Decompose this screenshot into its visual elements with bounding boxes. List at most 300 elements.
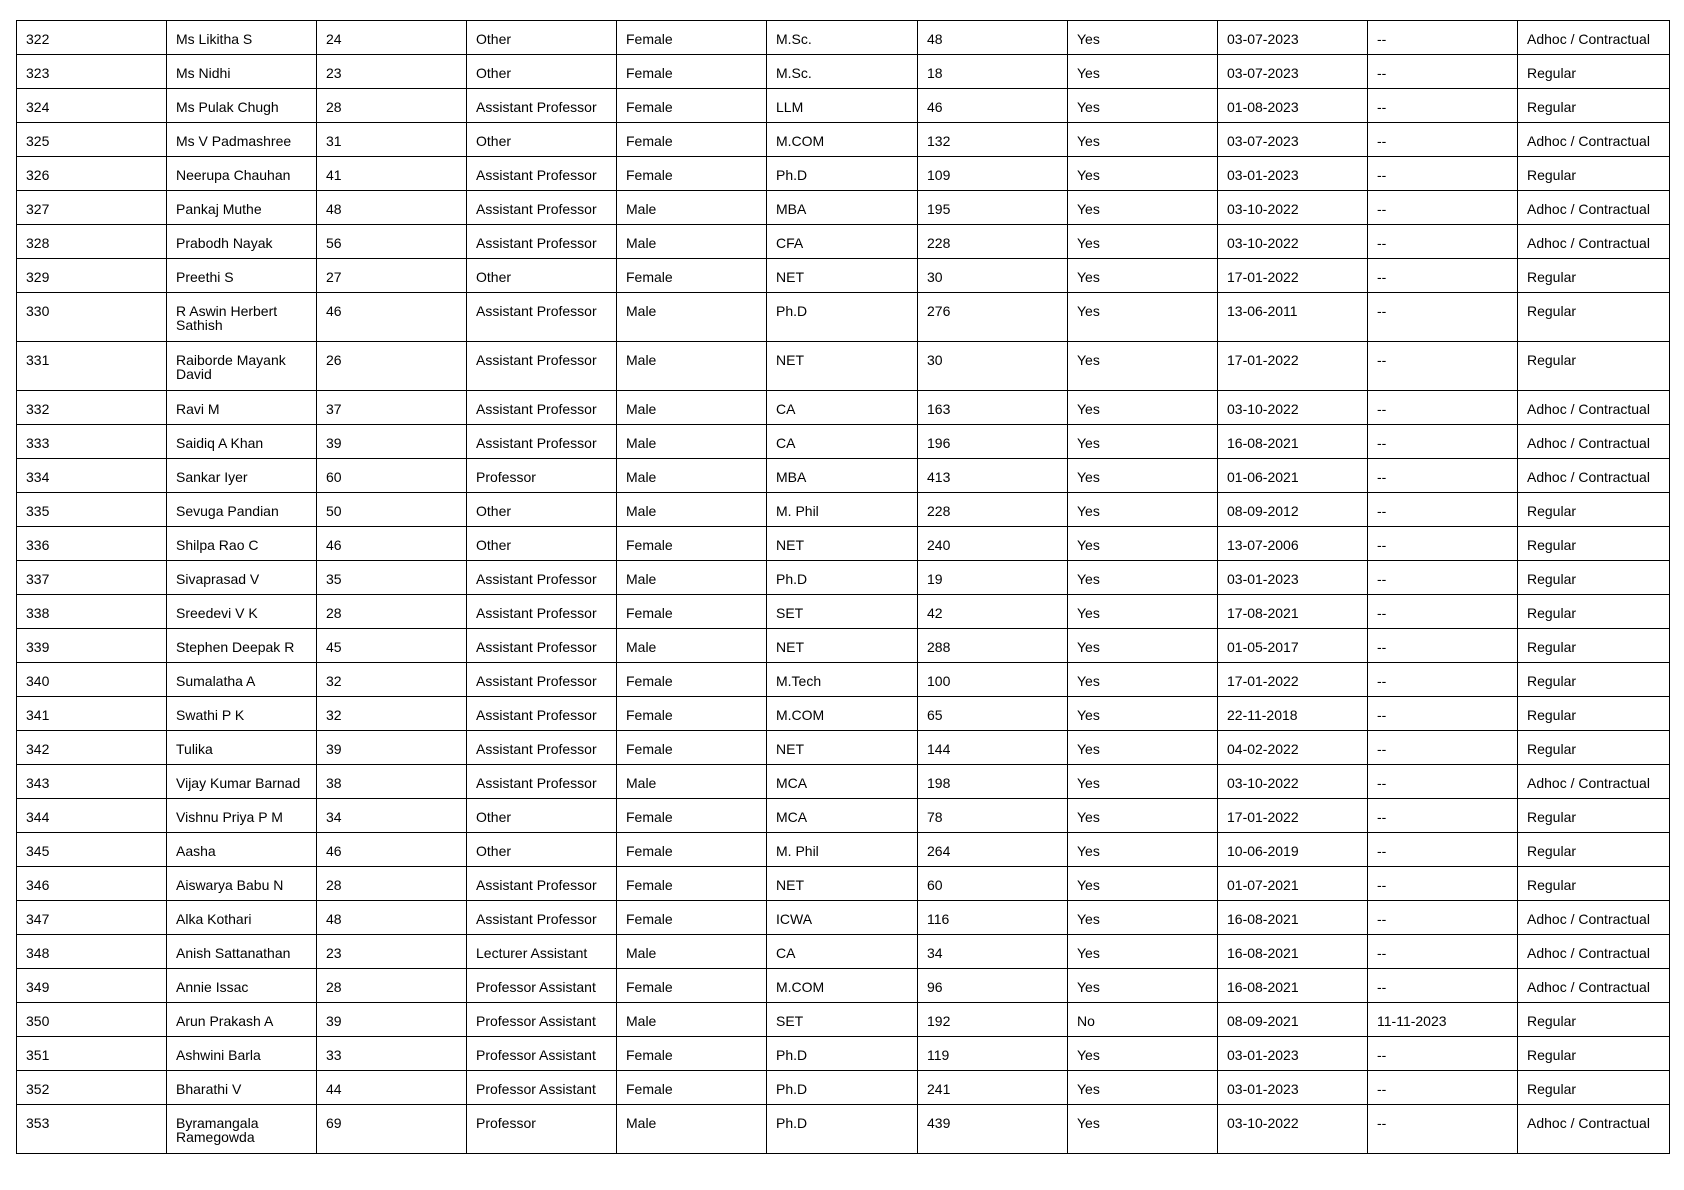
table-row: [17, 867, 1670, 901]
name-cell: Alka Kothari: [167, 901, 317, 935]
serial-number-cell: 331: [17, 342, 167, 391]
serial-number-cell: 338: [17, 595, 167, 629]
qualification-cell: NET: [767, 259, 918, 293]
age-cell: 46: [317, 293, 467, 342]
gender-cell: Male: [617, 629, 767, 663]
name-cell: Anish Sattanathan: [167, 935, 317, 969]
name-cell: Sumalatha A: [167, 663, 317, 697]
table-row: [17, 1003, 1670, 1037]
age-cell: 44: [317, 1071, 467, 1105]
name-cell: Pankaj Muthe: [167, 191, 317, 225]
qualification-cell: M.COM: [767, 123, 918, 157]
designation-cell: Assistant Professor: [467, 157, 617, 191]
serial-number-cell: 337: [17, 561, 167, 595]
experience-cell: 65: [918, 697, 1068, 731]
table-row: [17, 342, 1670, 391]
joining-date-cell: 03-07-2023: [1218, 123, 1368, 157]
leaving-date-cell: --: [1368, 935, 1518, 969]
name-cell: Ms V Padmashree: [167, 123, 317, 157]
experience-cell: 34: [918, 935, 1068, 969]
currently-working-cell: Yes: [1068, 527, 1218, 561]
qualification-cell: Ph.D: [767, 293, 918, 342]
age-cell: 32: [317, 697, 467, 731]
experience-cell: 60: [918, 867, 1068, 901]
age-cell: 28: [317, 969, 467, 1003]
appointment-type-cell: Adhoc / Contractual: [1518, 969, 1670, 1003]
joining-date-cell: 03-10-2022: [1218, 765, 1368, 799]
table-row: [17, 191, 1670, 225]
table-row: [17, 1105, 1670, 1154]
joining-date-cell: 01-08-2023: [1218, 89, 1368, 123]
qualification-cell: NET: [767, 527, 918, 561]
age-cell: 50: [317, 493, 467, 527]
currently-working-cell: No: [1068, 1003, 1218, 1037]
age-cell: 33: [317, 1037, 467, 1071]
appointment-type-cell: Regular: [1518, 1003, 1670, 1037]
leaving-date-cell: --: [1368, 55, 1518, 89]
gender-cell: Female: [617, 123, 767, 157]
serial-number-cell: 343: [17, 765, 167, 799]
serial-number-cell: 326: [17, 157, 167, 191]
appointment-type-cell: Regular: [1518, 629, 1670, 663]
name-cell: Ms Likitha S: [167, 21, 317, 55]
leaving-date-cell: --: [1368, 799, 1518, 833]
joining-date-cell: 01-06-2021: [1218, 459, 1368, 493]
gender-cell: Male: [617, 293, 767, 342]
designation-cell: Assistant Professor: [467, 867, 617, 901]
name-cell: Sankar Iyer: [167, 459, 317, 493]
experience-cell: 30: [918, 259, 1068, 293]
serial-number-cell: 334: [17, 459, 167, 493]
table-row: [17, 123, 1670, 157]
gender-cell: Male: [617, 459, 767, 493]
currently-working-cell: Yes: [1068, 55, 1218, 89]
joining-date-cell: 13-07-2006: [1218, 527, 1368, 561]
qualification-cell: M.Tech: [767, 663, 918, 697]
qualification-cell: Ph.D: [767, 157, 918, 191]
serial-number-cell: 340: [17, 663, 167, 697]
serial-number-cell: 349: [17, 969, 167, 1003]
name-cell: R Aswin Herbert Sathish: [167, 293, 317, 342]
serial-number-cell: 325: [17, 123, 167, 157]
table-row: [17, 731, 1670, 765]
designation-cell: Assistant Professor: [467, 731, 617, 765]
serial-number-cell: 330: [17, 293, 167, 342]
age-cell: 23: [317, 935, 467, 969]
leaving-date-cell: --: [1368, 867, 1518, 901]
currently-working-cell: Yes: [1068, 1071, 1218, 1105]
currently-working-cell: Yes: [1068, 1105, 1218, 1154]
joining-date-cell: 16-08-2021: [1218, 901, 1368, 935]
name-cell: Sivaprasad V: [167, 561, 317, 595]
leaving-date-cell: --: [1368, 21, 1518, 55]
table-body: [17, 21, 1670, 1154]
age-cell: 32: [317, 663, 467, 697]
experience-cell: 192: [918, 1003, 1068, 1037]
name-cell: Vishnu Priya P M: [167, 799, 317, 833]
currently-working-cell: Yes: [1068, 259, 1218, 293]
serial-number-cell: 344: [17, 799, 167, 833]
experience-cell: 240: [918, 527, 1068, 561]
age-cell: 35: [317, 561, 467, 595]
appointment-type-cell: Regular: [1518, 259, 1670, 293]
designation-cell: Assistant Professor: [467, 561, 617, 595]
table-row: [17, 935, 1670, 969]
leaving-date-cell: --: [1368, 731, 1518, 765]
appointment-type-cell: Regular: [1518, 731, 1670, 765]
table-row: [17, 799, 1670, 833]
joining-date-cell: 03-07-2023: [1218, 21, 1368, 55]
designation-cell: Assistant Professor: [467, 342, 617, 391]
table-row: [17, 21, 1670, 55]
joining-date-cell: 10-06-2019: [1218, 833, 1368, 867]
age-cell: 69: [317, 1105, 467, 1154]
joining-date-cell: 03-01-2023: [1218, 1071, 1368, 1105]
qualification-cell: NET: [767, 867, 918, 901]
experience-cell: 109: [918, 157, 1068, 191]
qualification-cell: M. Phil: [767, 493, 918, 527]
experience-cell: 48: [918, 21, 1068, 55]
serial-number-cell: 352: [17, 1071, 167, 1105]
serial-number-cell: 322: [17, 21, 167, 55]
gender-cell: Female: [617, 867, 767, 901]
currently-working-cell: Yes: [1068, 493, 1218, 527]
table-row: [17, 663, 1670, 697]
serial-number-cell: 353: [17, 1105, 167, 1154]
name-cell: Sreedevi V K: [167, 595, 317, 629]
leaving-date-cell: --: [1368, 459, 1518, 493]
currently-working-cell: Yes: [1068, 629, 1218, 663]
serial-number-cell: 332: [17, 391, 167, 425]
joining-date-cell: 08-09-2021: [1218, 1003, 1368, 1037]
qualification-cell: MCA: [767, 799, 918, 833]
age-cell: 37: [317, 391, 467, 425]
age-cell: 41: [317, 157, 467, 191]
currently-working-cell: Yes: [1068, 1037, 1218, 1071]
designation-cell: Assistant Professor: [467, 663, 617, 697]
appointment-type-cell: Regular: [1518, 342, 1670, 391]
currently-working-cell: Yes: [1068, 799, 1218, 833]
experience-cell: 30: [918, 342, 1068, 391]
experience-cell: 119: [918, 1037, 1068, 1071]
currently-working-cell: Yes: [1068, 21, 1218, 55]
serial-number-cell: 350: [17, 1003, 167, 1037]
gender-cell: Male: [617, 425, 767, 459]
experience-cell: 163: [918, 391, 1068, 425]
currently-working-cell: Yes: [1068, 765, 1218, 799]
qualification-cell: NET: [767, 342, 918, 391]
table-row: [17, 969, 1670, 1003]
gender-cell: Male: [617, 1105, 767, 1154]
appointment-type-cell: Adhoc / Contractual: [1518, 21, 1670, 55]
leaving-date-cell: --: [1368, 391, 1518, 425]
designation-cell: Other: [467, 21, 617, 55]
gender-cell: Female: [617, 1071, 767, 1105]
age-cell: 23: [317, 55, 467, 89]
age-cell: 48: [317, 901, 467, 935]
joining-date-cell: 16-08-2021: [1218, 969, 1368, 1003]
serial-number-cell: 351: [17, 1037, 167, 1071]
joining-date-cell: 01-05-2017: [1218, 629, 1368, 663]
designation-cell: Assistant Professor: [467, 765, 617, 799]
experience-cell: 42: [918, 595, 1068, 629]
qualification-cell: CA: [767, 391, 918, 425]
age-cell: 26: [317, 342, 467, 391]
appointment-type-cell: Regular: [1518, 55, 1670, 89]
joining-date-cell: 03-01-2023: [1218, 561, 1368, 595]
currently-working-cell: Yes: [1068, 901, 1218, 935]
age-cell: 45: [317, 629, 467, 663]
leaving-date-cell: --: [1368, 833, 1518, 867]
designation-cell: Professor Assistant: [467, 1071, 617, 1105]
designation-cell: Other: [467, 799, 617, 833]
serial-number-cell: 336: [17, 527, 167, 561]
age-cell: 28: [317, 867, 467, 901]
appointment-type-cell: Adhoc / Contractual: [1518, 459, 1670, 493]
leaving-date-cell: --: [1368, 191, 1518, 225]
leaving-date-cell: --: [1368, 629, 1518, 663]
gender-cell: Female: [617, 663, 767, 697]
table-row: [17, 561, 1670, 595]
qualification-cell: M.Sc.: [767, 55, 918, 89]
gender-cell: Male: [617, 342, 767, 391]
qualification-cell: MBA: [767, 191, 918, 225]
table-row: [17, 225, 1670, 259]
designation-cell: Professor: [467, 1105, 617, 1154]
table-row: [17, 293, 1670, 342]
joining-date-cell: 16-08-2021: [1218, 425, 1368, 459]
table-row: [17, 833, 1670, 867]
gender-cell: Female: [617, 1037, 767, 1071]
joining-date-cell: 22-11-2018: [1218, 697, 1368, 731]
table-row: [17, 1071, 1670, 1105]
leaving-date-cell: --: [1368, 493, 1518, 527]
gender-cell: Male: [617, 391, 767, 425]
table-row: [17, 55, 1670, 89]
name-cell: Tulika: [167, 731, 317, 765]
currently-working-cell: Yes: [1068, 191, 1218, 225]
age-cell: 46: [317, 527, 467, 561]
currently-working-cell: Yes: [1068, 663, 1218, 697]
age-cell: 34: [317, 799, 467, 833]
leaving-date-cell: --: [1368, 663, 1518, 697]
joining-date-cell: 03-07-2023: [1218, 55, 1368, 89]
joining-date-cell: 08-09-2012: [1218, 493, 1368, 527]
designation-cell: Assistant Professor: [467, 391, 617, 425]
experience-cell: 228: [918, 225, 1068, 259]
qualification-cell: CA: [767, 425, 918, 459]
qualification-cell: M.Sc.: [767, 21, 918, 55]
table-row: [17, 259, 1670, 293]
gender-cell: Male: [617, 935, 767, 969]
qualification-cell: SET: [767, 1003, 918, 1037]
leaving-date-cell: --: [1368, 1071, 1518, 1105]
currently-working-cell: Yes: [1068, 425, 1218, 459]
appointment-type-cell: Regular: [1518, 595, 1670, 629]
designation-cell: Assistant Professor: [467, 901, 617, 935]
name-cell: Shilpa Rao C: [167, 527, 317, 561]
currently-working-cell: Yes: [1068, 935, 1218, 969]
serial-number-cell: 348: [17, 935, 167, 969]
qualification-cell: ICWA: [767, 901, 918, 935]
table-row: [17, 425, 1670, 459]
age-cell: 39: [317, 425, 467, 459]
gender-cell: Female: [617, 55, 767, 89]
designation-cell: Assistant Professor: [467, 629, 617, 663]
joining-date-cell: 03-01-2023: [1218, 1037, 1368, 1071]
gender-cell: Female: [617, 157, 767, 191]
name-cell: Preethi S: [167, 259, 317, 293]
age-cell: 24: [317, 21, 467, 55]
qualification-cell: SET: [767, 595, 918, 629]
name-cell: Annie Issac: [167, 969, 317, 1003]
leaving-date-cell: --: [1368, 259, 1518, 293]
experience-cell: 264: [918, 833, 1068, 867]
appointment-type-cell: Regular: [1518, 89, 1670, 123]
qualification-cell: MCA: [767, 765, 918, 799]
leaving-date-cell: --: [1368, 89, 1518, 123]
table-row: [17, 527, 1670, 561]
leaving-date-cell: --: [1368, 225, 1518, 259]
appointment-type-cell: Adhoc / Contractual: [1518, 225, 1670, 259]
experience-cell: 100: [918, 663, 1068, 697]
qualification-cell: Ph.D: [767, 1105, 918, 1154]
appointment-type-cell: Adhoc / Contractual: [1518, 1105, 1670, 1154]
serial-number-cell: 347: [17, 901, 167, 935]
name-cell: Prabodh Nayak: [167, 225, 317, 259]
name-cell: Byramangala Ramegowda: [167, 1105, 317, 1154]
age-cell: 46: [317, 833, 467, 867]
appointment-type-cell: Adhoc / Contractual: [1518, 123, 1670, 157]
experience-cell: 18: [918, 55, 1068, 89]
currently-working-cell: Yes: [1068, 123, 1218, 157]
name-cell: Vijay Kumar Barnad: [167, 765, 317, 799]
designation-cell: Assistant Professor: [467, 89, 617, 123]
experience-cell: 144: [918, 731, 1068, 765]
qualification-cell: CA: [767, 935, 918, 969]
experience-cell: 439: [918, 1105, 1068, 1154]
name-cell: Bharathi V: [167, 1071, 317, 1105]
name-cell: Aasha: [167, 833, 317, 867]
experience-cell: 276: [918, 293, 1068, 342]
designation-cell: Professor Assistant: [467, 1037, 617, 1071]
currently-working-cell: Yes: [1068, 969, 1218, 1003]
appointment-type-cell: Regular: [1518, 663, 1670, 697]
experience-cell: 228: [918, 493, 1068, 527]
appointment-type-cell: Regular: [1518, 1037, 1670, 1071]
joining-date-cell: 17-01-2022: [1218, 799, 1368, 833]
age-cell: 48: [317, 191, 467, 225]
leaving-date-cell: --: [1368, 765, 1518, 799]
leaving-date-cell: --: [1368, 342, 1518, 391]
gender-cell: Male: [617, 191, 767, 225]
table-row: [17, 157, 1670, 191]
name-cell: Stephen Deepak R: [167, 629, 317, 663]
name-cell: Ashwini Barla: [167, 1037, 317, 1071]
gender-cell: Male: [617, 765, 767, 799]
serial-number-cell: 341: [17, 697, 167, 731]
designation-cell: Other: [467, 493, 617, 527]
designation-cell: Professor Assistant: [467, 969, 617, 1003]
experience-cell: 46: [918, 89, 1068, 123]
designation-cell: Assistant Professor: [467, 191, 617, 225]
experience-cell: 196: [918, 425, 1068, 459]
experience-cell: 116: [918, 901, 1068, 935]
currently-working-cell: Yes: [1068, 293, 1218, 342]
table-row: [17, 89, 1670, 123]
gender-cell: Female: [617, 89, 767, 123]
experience-cell: 195: [918, 191, 1068, 225]
gender-cell: Female: [617, 731, 767, 765]
table-row: [17, 765, 1670, 799]
joining-date-cell: 17-01-2022: [1218, 663, 1368, 697]
designation-cell: Other: [467, 833, 617, 867]
name-cell: Raiborde Mayank David: [167, 342, 317, 391]
table-row: [17, 629, 1670, 663]
serial-number-cell: 323: [17, 55, 167, 89]
designation-cell: Assistant Professor: [467, 595, 617, 629]
serial-number-cell: 328: [17, 225, 167, 259]
qualification-cell: MBA: [767, 459, 918, 493]
serial-number-cell: 327: [17, 191, 167, 225]
experience-cell: 19: [918, 561, 1068, 595]
currently-working-cell: Yes: [1068, 157, 1218, 191]
serial-number-cell: 333: [17, 425, 167, 459]
appointment-type-cell: Regular: [1518, 293, 1670, 342]
serial-number-cell: 335: [17, 493, 167, 527]
joining-date-cell: 03-10-2022: [1218, 225, 1368, 259]
serial-number-cell: 324: [17, 89, 167, 123]
appointment-type-cell: Adhoc / Contractual: [1518, 425, 1670, 459]
qualification-cell: Ph.D: [767, 1071, 918, 1105]
leaving-date-cell: --: [1368, 425, 1518, 459]
appointment-type-cell: Regular: [1518, 527, 1670, 561]
appointment-type-cell: Adhoc / Contractual: [1518, 901, 1670, 935]
appointment-type-cell: Regular: [1518, 1071, 1670, 1105]
experience-cell: 78: [918, 799, 1068, 833]
age-cell: 39: [317, 731, 467, 765]
serial-number-cell: 339: [17, 629, 167, 663]
gender-cell: Female: [617, 21, 767, 55]
gender-cell: Female: [617, 833, 767, 867]
gender-cell: Male: [617, 1003, 767, 1037]
age-cell: 60: [317, 459, 467, 493]
table-row: [17, 697, 1670, 731]
joining-date-cell: 17-01-2022: [1218, 259, 1368, 293]
name-cell: Swathi P K: [167, 697, 317, 731]
name-cell: Ravi M: [167, 391, 317, 425]
currently-working-cell: Yes: [1068, 459, 1218, 493]
joining-date-cell: 03-10-2022: [1218, 1105, 1368, 1154]
joining-date-cell: 03-01-2023: [1218, 157, 1368, 191]
name-cell: Ms Nidhi: [167, 55, 317, 89]
experience-cell: 413: [918, 459, 1068, 493]
joining-date-cell: 17-01-2022: [1218, 342, 1368, 391]
leaving-date-cell: --: [1368, 595, 1518, 629]
appointment-type-cell: Regular: [1518, 697, 1670, 731]
currently-working-cell: Yes: [1068, 342, 1218, 391]
qualification-cell: M.COM: [767, 697, 918, 731]
appointment-type-cell: Adhoc / Contractual: [1518, 391, 1670, 425]
appointment-type-cell: Regular: [1518, 561, 1670, 595]
gender-cell: Male: [617, 561, 767, 595]
appointment-type-cell: Regular: [1518, 493, 1670, 527]
appointment-type-cell: Regular: [1518, 157, 1670, 191]
age-cell: 27: [317, 259, 467, 293]
experience-cell: 241: [918, 1071, 1068, 1105]
gender-cell: Female: [617, 697, 767, 731]
appointment-type-cell: Adhoc / Contractual: [1518, 765, 1670, 799]
